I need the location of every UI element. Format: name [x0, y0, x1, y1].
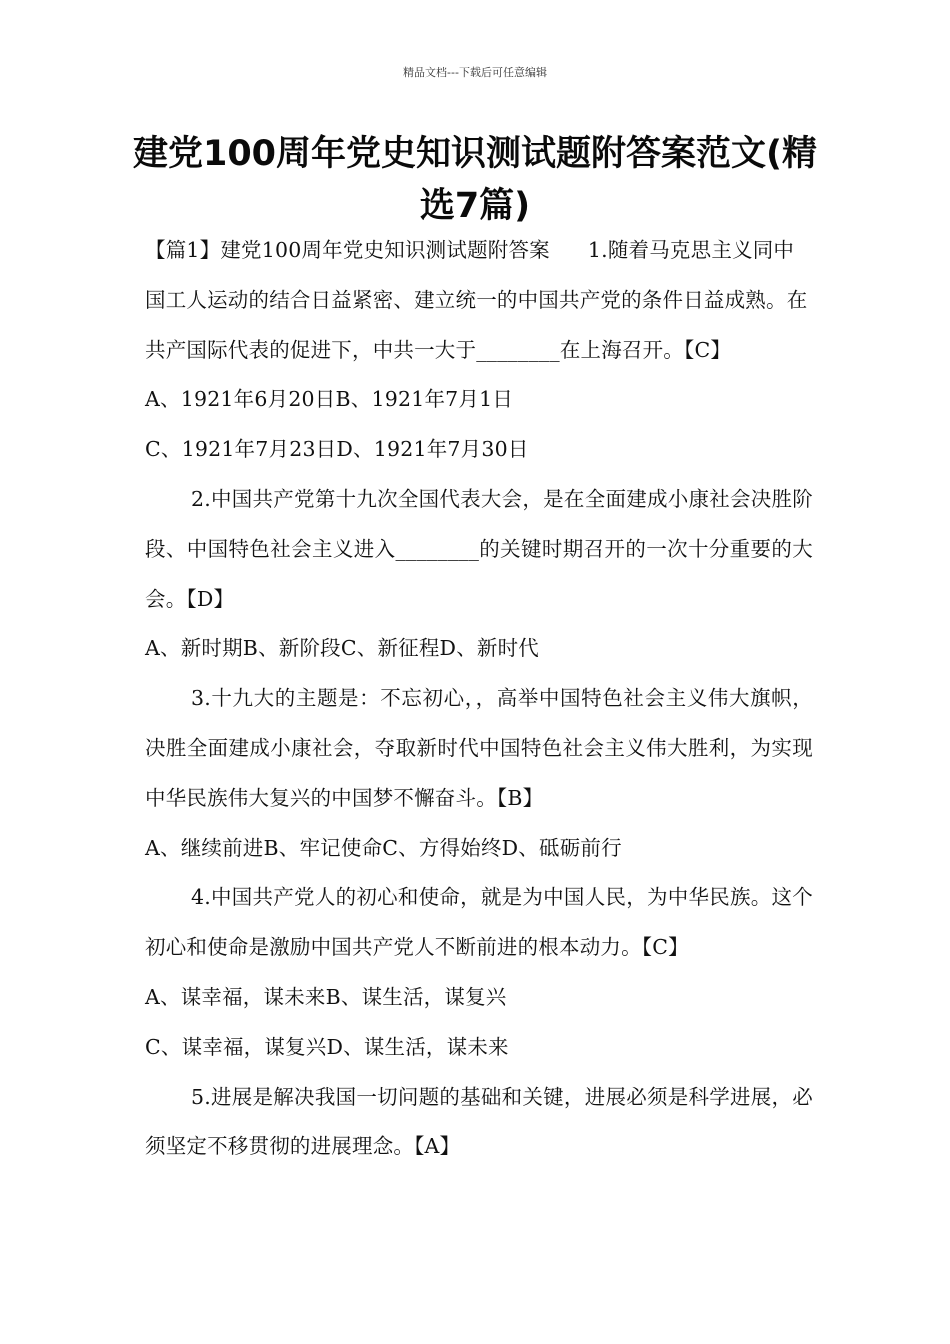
question-2-blank: ________	[395, 536, 480, 561]
document-body	[145, 226, 813, 1172]
question-2-stem	[145, 475, 813, 624]
question-2-options-line-1: A、新时期B、新阶段C、新征程D、新时代	[145, 636, 539, 661]
section-label: 【篇1】建党100周年党史知识测试题附答案	[145, 238, 550, 262]
document-title: 建党100周年党史知识测试题附答案范文(精选7篇)	[132, 134, 818, 226]
question-5-stem: 5.进展是解决我国一切问题的基础和关键，进展必须是科学进展，必须坚定不移贯彻的进展理念。【A】	[145, 1084, 813, 1159]
question-4-stem: 4.中国共产党人的初心和使命，就是为中国人民，为中华民族。这个初心和使命是激励中国共产党人不断前进的根本动力。【C】	[145, 885, 813, 960]
question-3-options-line-1: A、继续前进B、牢记使命C、方得始终D、砥砺前行	[145, 835, 622, 860]
page-header-note: 精品文档---下载后可任意编辑	[403, 66, 547, 79]
question-2-text-after: 的关键时期召开的一次十分重要的大会。【D】	[145, 536, 813, 611]
question-1-text-after: 在上海召开。【C】	[559, 337, 732, 362]
question-2-text-before: 2.中国共产党第十九次全国代表大会，是在全面建成小康社会决胜阶段、中国特色社会主义进入	[145, 486, 813, 561]
question-1-options-line-2: C、1921年7月23日D、1921年7月30日	[145, 437, 529, 462]
question-1-blank: ________	[476, 337, 560, 362]
question-4-options-line-1: A、谋幸福，谋未来B、谋生活，谋复兴	[145, 984, 507, 1009]
question-1-text-before: 1.随着马克思主义同中国工人运动的结合日益紧密、建立统一的中国共产党的条件日益成熟。在共产国际代表的促进下，中共一大于	[145, 238, 808, 362]
question-1-options-line-1: A、1921年6月20日B、1921年7月1日	[145, 387, 514, 412]
question-1-stem	[145, 226, 813, 375]
question-3-stem: 3.十九大的主题是：不忘初心，，高举中国特色社会主义伟大旗帜，决胜全面建成小康社会，夺取新时代中国特色社会主义伟大胜利，为实现中华民族伟大复兴的中国梦不懈奋斗。【B】	[145, 686, 813, 810]
question-4-options-line-2: C、谋幸福，谋复兴D、谋生活，谋未来	[145, 1034, 509, 1059]
